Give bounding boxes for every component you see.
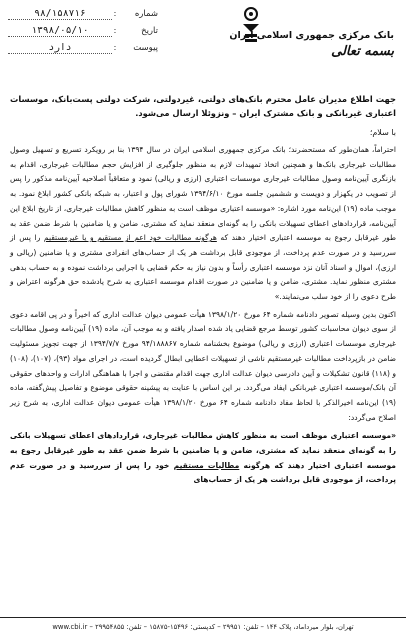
paragraph-2: اکنون بدین وسیله تصویر دادنامه شماره ۶۴ مورخ ۱۳۹۸/۱/۲۰ هیأت عمومی دیوان عدالت اداری که اخیراً و در پی اقامه دعوی از سوی دیوان محاسبات کشور توسط مرجع قضایی یاد شده اصدار یافته و به موجب آن، ماده (۱۹) آیین‌نامه وصول مطالبات غیرجاری موسسات اعتباری (ارزی و ریالی) موضوع بخشنامه شماره ۹۴/۱۸۸۸۶۷ مورخ ۱۳۹۴/۷/۷ از جهت تجویز مسئولیت ضامن در بازپرداخت مطالبات غیرمستقیم ناشی از تسهیلات اعطایی ابطال گردیده است، در اجرای مواد (۹۳)، (۱۰۷)، (۱۰۸) و (۱۱۸) قانون تشکیلات و آیین دادرسی دیوان عدالت اداری جهت اقدام مقتضی و اجرا با هماهنگی ادارات و واحدهای حقوقی آن بانک/موسسه اعتباری غیربانکی ایفاد می‌گردد. بر این اساس با عنایت به پیشینه حقوقی موضوع و تفاصیل پیش‌گفته، ماده (۱۹) این‌نامه اخیرالذکر با لحاظ مفاد دادنامه شماره ۶۴ مورخ ۱۳۹۸/۱/۲۰ هیأت عمومی دیوان عدالت اداری، به شرح زیر اصلاح می‌گردد: [10,309,397,422]
quote-underlined: مطالبات مستقیم [173,460,240,470]
meta-attachment-label: پیوست [133,42,158,53]
letter-footer [0,617,406,640]
bank-brand [229,30,394,59]
letter-subject: جهت اطلاع مدیران عامل محترم بانک‌های دولتی، غیردولتی، شرکت دولتی پست‌بانک، موسسات اعتباری غیربانکی و بانک مشترک ایران – ونزوئلا ارسال می‌شود. [10,94,396,118]
letter-greeting: با سلام؛ [369,128,396,137]
meta-date-value: ۱۳۹۸/۰۵/۱۰ [8,25,112,37]
paragraph-1-text: احتراماً، همان‌طور که مستحضرند؛ بانک مرکزی جمهوری اسلامی ایران در سال ۱۳۹۴ بنا بر رویکرد تسریع و تسهیل وصول مطالبات غیرجاری بانک‌ها و همچنین اتخاذ تمهیدات لازم به منظور جلوگیری از افزایش حجم مطالبات غیرجاری، اقدام به بازنگری آیین‌نامه وصول مطالبات غیرجاری موسسات اعتباری (ارزی و ریالی) نمود و متعاقباً اصلاحیه آیین‌نامه مذکور را پس از تصویب در یکهزار و دویست و ششمین جلسه مورخ ۱۳۹۴/۶/۱۰ شورای پول و اعتبار، به شبکه بانکی کشور ابلاغ نمود. به موجب ماده (۱۹) این‌نامه مورد اشاره: «موسسه اعتباری موظف است به منظور کاهش مطالبات غیرجاری، از تاریخ ابلاغ این آیین‌نامه، قراردادهای اعطای تسهیلات بانکی را به گونه‌ای منعقد نماید که مشتری، ضامن و یا ضامنین با شرط ضمن عقد به طور غیرقابل رجوع به موسسه اعتباری اختیار دهند که [10,145,396,243]
meta-date-row: تاریخ : ۱۳۹۸/۰۵/۱۰ [8,23,158,38]
footer-address: تهران، بلوار میرداماد، پلاک ۱۴۴ – تلفن: ۲۹۹۵۱ – کدپستی: ۱۵۴۹۶-۱۵۸۷۵ – تلفن: ۲۹۹۵۴۸۵۵ – www.cbi.ir [52,623,354,631]
letter-meta [8,6,158,57]
paragraph-1-end: را پس از سررسید و در صورت عدم پرداخت، از موجودی قابل برداشت هر یک از حساب‌های انفرادی مشتری و یا ضامنین (ریالی و ارزی)، اموال و اسناد آنان نزد موسسه اعتباری رأساً و بدون نیاز به حکم قضایی یا اجرایی برداشت نموده و به حساب بدهی مشتری منظور نماید. مشتری، ضامن و یا ضامنین در صورت اقدام موسسه اعتباری به شرح یادشده حق هرگونه اعتراض و طرح دعوی را از خود سلب می‌نمایند.» [10,233,396,302]
meta-number-value: ۹۸/۱۵۸۷۱۶ [8,8,112,20]
paragraph-1 [10,143,396,305]
amended-article-quote [10,429,396,488]
letterhead [0,0,406,88]
meta-attachment-value: دارد [8,42,112,54]
paragraph-1-underlined: هرگونه مطالبات خود اعم از مستقیم و یا غیرمستقیم [43,233,217,243]
quote-end: خود را پس از سررسید و در صورت عدم پرداخت، از موجودی قابل برداشت هر یک از حساب‌های [10,460,396,485]
quote-start: «موسسه اعتباری موظف است به منظور کاهش مطالبات غیرجاری، قراردادهای اعطای تسهیلات بانکی را به گونه‌ای منعقد نماید که مشتری، ضامن و یا ضامنین با شرط ضمن عقد به طور غیرقابل رجوع به موسسه اعتباری اختیار دهند که هرگونه [10,431,396,470]
letter-body [10,92,396,488]
meta-attachment-row: پیوست : دارد [8,40,158,55]
bank-name: بانک مرکزی جمهوری اسلامی ایران [229,30,394,41]
bank-signature: بسمه تعالی [331,44,394,59]
meta-number-row: شماره : ۹۸/۱۵۸۷۱۶ [8,6,158,21]
meta-date-label: تاریخ [141,25,158,36]
meta-number-label: شماره [134,8,158,19]
